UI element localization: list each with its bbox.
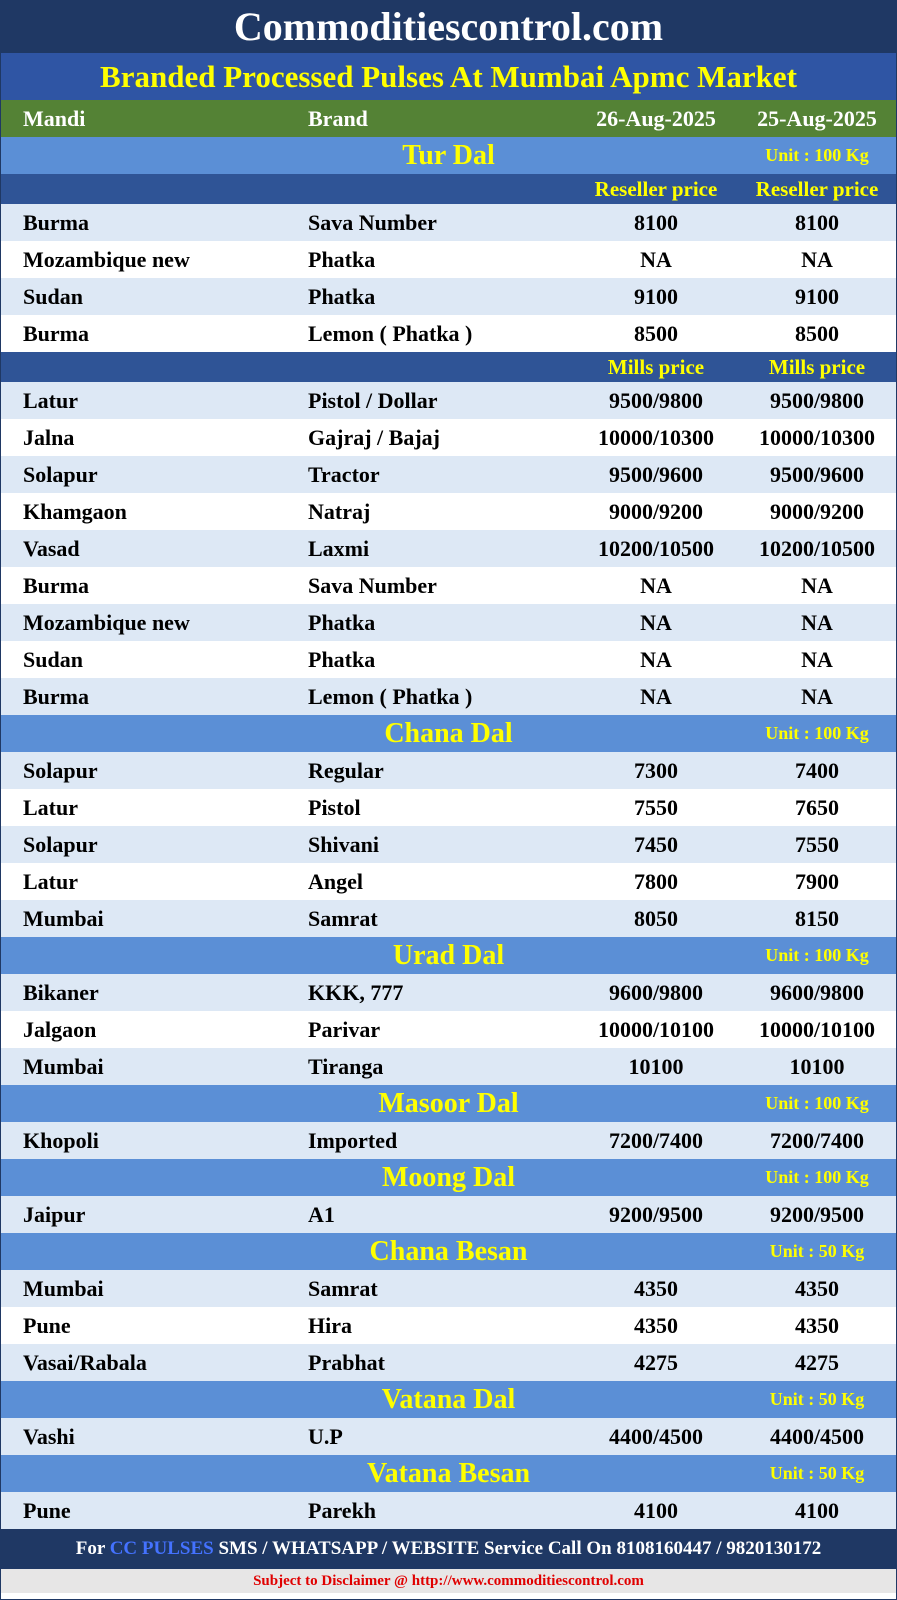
price-date-2-cell: NA	[801, 610, 833, 635]
section-header	[1, 1085, 896, 1122]
price-date-1-cell: 10000/10300	[597, 425, 715, 450]
table-row	[1, 1492, 896, 1529]
mandi-cell: Vasad	[23, 536, 80, 561]
table-row	[1, 567, 896, 604]
price-date-1-cell: 7800	[634, 869, 678, 894]
price-date-1-cell: 7300	[634, 758, 678, 783]
mandi-cell: Jalna	[23, 425, 75, 450]
brand-cell: Samrat	[308, 906, 378, 931]
brand-cell: Phatka	[308, 647, 376, 672]
table-row	[1, 315, 896, 352]
table-row	[1, 1418, 896, 1455]
section-unit: Unit : 50 Kg	[769, 1389, 865, 1409]
brand-cell: Sava Number	[308, 210, 437, 235]
table-row	[1, 456, 896, 493]
footer-prefix: For	[75, 1538, 110, 1559]
footer-suffix: SMS / WHATSAPP / WEBSITE Service Call On 8108160447 / 9820130172	[213, 1538, 822, 1559]
price-date-2-cell: 10000/10300	[758, 425, 876, 450]
mandi-cell: Mozambique new	[23, 247, 190, 272]
section-title: Urad Dal	[392, 940, 505, 971]
table-row	[1, 382, 896, 419]
mandi-cell: Burma	[23, 573, 89, 598]
brand-cell: Phatka	[308, 247, 376, 272]
mandi-cell: Mumbai	[23, 1276, 104, 1301]
price-date-1-cell: 9500/9800	[608, 388, 704, 413]
table-row	[1, 604, 896, 641]
section-header	[1, 1381, 896, 1418]
price-date-1-cell: 8100	[634, 210, 678, 235]
price-date-1-cell: 10100	[628, 1054, 684, 1079]
header-brand: Brand	[308, 106, 368, 131]
section-unit: Unit : 50 Kg	[769, 1241, 865, 1261]
section-title: Chana Dal	[384, 718, 513, 749]
mandi-cell: Mozambique new	[23, 610, 190, 635]
section-title: Tur Dal	[402, 140, 495, 171]
table-row	[1, 1011, 896, 1048]
price-date-2-cell: NA	[801, 247, 833, 272]
section-header	[1, 1455, 896, 1492]
price-date-2-cell: 10200/10500	[758, 536, 876, 561]
section-header	[1, 137, 896, 174]
brand-cell: Hira	[308, 1313, 352, 1338]
brand-cell: Tractor	[308, 462, 380, 487]
price-date-2-cell: 8100	[795, 210, 839, 235]
price-date-1-cell: 10200/10500	[597, 536, 715, 561]
price-date-1-cell: 4100	[634, 1498, 678, 1523]
price-date-2-cell: NA	[801, 573, 833, 598]
price-date-2-cell: NA	[801, 647, 833, 672]
section-title: Vatana Dal	[381, 1384, 516, 1415]
brand-cell: Pistol / Dollar	[308, 388, 438, 413]
brand-cell: Phatka	[308, 610, 376, 635]
mandi-cell: Mumbai	[23, 1054, 104, 1079]
brand-cell: Imported	[308, 1128, 398, 1153]
price-date-1-cell: 9500/9600	[608, 462, 704, 487]
brand-cell: Angel	[308, 869, 363, 894]
price-date-1-cell: 4275	[634, 1350, 678, 1375]
section-title: Masoor Dal	[378, 1088, 519, 1119]
section-unit: Unit : 100 Kg	[765, 723, 869, 743]
table-row	[1, 1196, 896, 1233]
price-date-1-cell: 9600/9800	[608, 980, 704, 1005]
brand-cell: Shivani	[308, 832, 379, 857]
price-date-1-cell: 9100	[634, 284, 678, 309]
price-type-header	[1, 174, 896, 204]
section-unit: Unit : 100 Kg	[765, 1167, 869, 1187]
table-row	[1, 1122, 896, 1159]
price-date-1-cell: 8050	[634, 906, 678, 931]
price-date-1-cell: NA	[640, 573, 672, 598]
table-row	[1, 678, 896, 715]
table-row	[1, 204, 896, 241]
price-type-label-2: Mills price	[768, 355, 866, 379]
price-date-2-cell: 9600/9800	[769, 980, 865, 1005]
price-date-2-cell: 4275	[795, 1350, 839, 1375]
price-type-label-1: Reseller price	[594, 177, 718, 201]
price-date-2-cell: 10000/10100	[758, 1017, 876, 1042]
price-date-2-cell: 7650	[795, 795, 839, 820]
price-date-2-cell: 7400	[795, 758, 839, 783]
table-row	[1, 974, 896, 1011]
table-row	[1, 1270, 896, 1307]
brand-cell: Sava Number	[308, 573, 437, 598]
footer-banner	[1, 1529, 896, 1569]
price-date-1-cell: 7200/7400	[608, 1128, 704, 1153]
price-date-1-cell: NA	[640, 610, 672, 635]
mandi-cell: Pune	[23, 1313, 71, 1338]
mandi-cell: Solapur	[23, 832, 98, 857]
mandi-cell: Burma	[23, 321, 89, 346]
table-row	[1, 752, 896, 789]
section-unit: Unit : 100 Kg	[765, 145, 869, 165]
price-date-2-cell: 9200/9500	[769, 1202, 865, 1227]
mandi-cell: Jalgaon	[23, 1017, 97, 1042]
section-header	[1, 1159, 896, 1196]
price-date-1-cell: 7550	[634, 795, 678, 820]
header-date-1: 26-Aug-2025	[596, 106, 716, 131]
price-date-2-cell: 10100	[789, 1054, 845, 1079]
price-date-1-cell: 8500	[634, 321, 678, 346]
disclaimer-link[interactable]: Subject to Disclaimer @ http://www.commoditiescontrol.com	[1, 1569, 896, 1593]
price-date-1-cell: 10000/10100	[597, 1017, 715, 1042]
brand-cell: KKK, 777	[308, 980, 404, 1005]
price-date-1-cell: 9200/9500	[608, 1202, 704, 1227]
price-date-1-cell: NA	[640, 684, 672, 709]
table-row	[1, 1048, 896, 1085]
mandi-cell: Solapur	[23, 462, 98, 487]
mandi-cell: Latur	[23, 388, 78, 413]
price-date-1-cell: NA	[640, 247, 672, 272]
price-date-1-cell: NA	[640, 647, 672, 672]
price-date-1-cell: 4350	[634, 1276, 678, 1301]
mandi-cell: Sudan	[23, 647, 83, 672]
table-row	[1, 1344, 896, 1381]
table-row	[1, 1307, 896, 1344]
section-header	[1, 1233, 896, 1270]
section-header	[1, 715, 896, 752]
section-unit: Unit : 50 Kg	[769, 1463, 865, 1483]
section-unit: Unit : 100 Kg	[765, 1093, 869, 1113]
table-header	[1, 100, 896, 137]
brand-cell: Lemon ( Phatka )	[308, 684, 473, 709]
price-date-1-cell: 7450	[634, 832, 678, 857]
price-type-label-2: Reseller price	[755, 177, 879, 201]
section-title: Chana Besan	[369, 1236, 528, 1267]
table-row	[1, 641, 896, 678]
price-date-2-cell: NA	[801, 684, 833, 709]
brand-cell: Phatka	[308, 284, 376, 309]
brand-cell: Parivar	[308, 1017, 381, 1042]
brand-cell: Samrat	[308, 1276, 378, 1301]
mandi-cell: Bikaner	[23, 980, 99, 1005]
price-date-2-cell: 9100	[795, 284, 839, 309]
brand-cell: Regular	[308, 758, 384, 783]
brand-cell: U.P	[308, 1424, 343, 1449]
mandi-cell: Mumbai	[23, 906, 104, 931]
price-date-2-cell: 4400/4500	[769, 1424, 865, 1449]
mandi-cell: Burma	[23, 210, 89, 235]
section-header	[1, 937, 896, 974]
table-row	[1, 493, 896, 530]
price-date-1-cell: 4400/4500	[608, 1424, 704, 1449]
price-date-2-cell: 9000/9200	[769, 499, 865, 524]
brand-cell: Laxmi	[308, 536, 370, 561]
price-date-2-cell: 4100	[795, 1498, 839, 1523]
footer-brand: CC PULSES	[109, 1538, 214, 1559]
brand-cell: A1	[308, 1202, 335, 1227]
mandi-cell: Sudan	[23, 284, 83, 309]
section-unit: Unit : 100 Kg	[765, 945, 869, 965]
mandi-cell: Khopoli	[23, 1128, 99, 1153]
table-row	[1, 278, 896, 315]
price-date-2-cell: 4350	[795, 1313, 839, 1338]
report-title: Branded Processed Pulses At Mumbai Apmc Market	[1, 53, 896, 100]
table-row	[1, 789, 896, 826]
table-row	[1, 530, 896, 567]
mandi-cell: Latur	[23, 869, 78, 894]
header-date-2: 25-Aug-2025	[757, 106, 877, 131]
price-date-2-cell: 7900	[795, 869, 839, 894]
mandi-cell: Vashi	[23, 1424, 75, 1449]
table-row	[1, 419, 896, 456]
site-title: Commoditiescontrol.com	[1, 1, 896, 53]
mandi-cell: Vasai/Rabala	[23, 1350, 147, 1375]
mandi-cell: Pune	[23, 1498, 71, 1523]
section-title: Vatana Besan	[366, 1458, 531, 1489]
brand-cell: Tiranga	[308, 1054, 384, 1079]
table-row	[1, 826, 896, 863]
price-type-label-1: Mills price	[607, 355, 705, 379]
price-date-2-cell: 4350	[795, 1276, 839, 1301]
price-date-2-cell: 7550	[795, 832, 839, 857]
price-type-header	[1, 352, 896, 382]
mandi-cell: Latur	[23, 795, 78, 820]
header-mandi: Mandi	[23, 106, 86, 131]
brand-cell: Natraj	[308, 499, 371, 524]
price-date-2-cell: 9500/9600	[769, 462, 865, 487]
price-table	[1, 137, 896, 1529]
section-title: Moong Dal	[382, 1162, 515, 1193]
brand-cell: Prabhat	[308, 1350, 385, 1375]
mandi-cell: Jaipur	[23, 1202, 86, 1227]
mandi-cell: Burma	[23, 684, 89, 709]
mandi-cell: Khamgaon	[23, 499, 127, 524]
price-date-1-cell: 9000/9200	[608, 499, 704, 524]
brand-cell: Pistol	[308, 795, 361, 820]
brand-cell: Lemon ( Phatka )	[308, 321, 473, 346]
price-date-2-cell: 9500/9800	[769, 388, 865, 413]
price-date-1-cell: 4350	[634, 1313, 678, 1338]
price-date-2-cell: 8500	[795, 321, 839, 346]
brand-cell: Gajraj / Bajaj	[308, 425, 440, 450]
table-row	[1, 863, 896, 900]
table-row	[1, 241, 896, 278]
brand-cell: Parekh	[308, 1498, 377, 1523]
table-row	[1, 900, 896, 937]
mandi-cell: Solapur	[23, 758, 98, 783]
price-date-2-cell: 8150	[795, 906, 839, 931]
price-date-2-cell: 7200/7400	[769, 1128, 865, 1153]
